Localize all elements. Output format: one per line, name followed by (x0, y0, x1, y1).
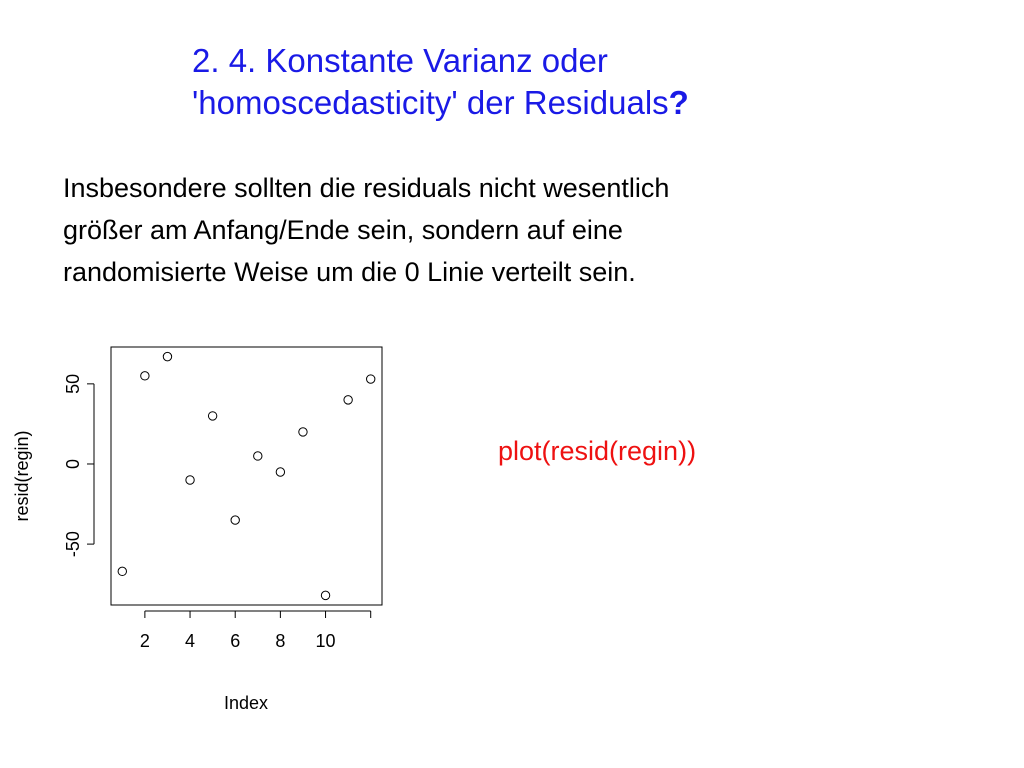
data-point-8 (276, 468, 284, 476)
data-point-6 (231, 516, 239, 524)
x-axis (140, 611, 371, 651)
data-point-12 (367, 375, 375, 383)
body-line-2: größer am Anfang/Ende sein, sondern auf eine (63, 215, 623, 245)
slide-title-line-2-text: 'homoscedasticity' der Residuals (192, 84, 669, 121)
data-point-11 (344, 396, 352, 404)
data-point-10 (321, 591, 329, 599)
x-tick-label-2: 2 (139, 631, 150, 651)
body-line-3: randomisierte Weise um die 0 Linie verteilt sein. (63, 257, 636, 287)
r-code-caption: plot(resid(regin)) (498, 436, 697, 466)
y-tick-label-0: 0 (63, 458, 83, 469)
data-points (118, 352, 375, 599)
slide-title-question-mark: ? (668, 84, 689, 121)
x-axis-label: Index (223, 693, 269, 713)
y-axis-label: resid(regin) (12, 430, 32, 522)
data-point-3 (163, 352, 171, 360)
x-tick-label-8: 8 (275, 631, 286, 651)
data-point-5 (208, 412, 216, 420)
slide-title-line-1: 2. 4. Konstante Varianz oder (192, 42, 608, 79)
data-point-4 (186, 476, 194, 484)
body-paragraph (63, 167, 883, 293)
data-point-1 (118, 567, 126, 575)
plot-frame (111, 347, 382, 605)
y-tick-label-50: 50 (63, 373, 83, 394)
slide-title-line-2 (192, 82, 952, 124)
residual-scatter-plot (0, 330, 440, 730)
y-tick-label--50: -50 (63, 531, 83, 558)
slide-title (192, 40, 952, 124)
x-tick-label-6: 6 (230, 631, 241, 651)
data-point-7 (254, 452, 262, 460)
x-tick-label-4: 4 (185, 631, 196, 651)
body-line-1: Insbesondere sollten die residuals nicht wesentlich (63, 173, 670, 203)
data-point-2 (141, 372, 149, 380)
y-axis (63, 374, 94, 557)
data-point-9 (299, 428, 307, 436)
x-tick-label-10: 10 (315, 631, 336, 651)
